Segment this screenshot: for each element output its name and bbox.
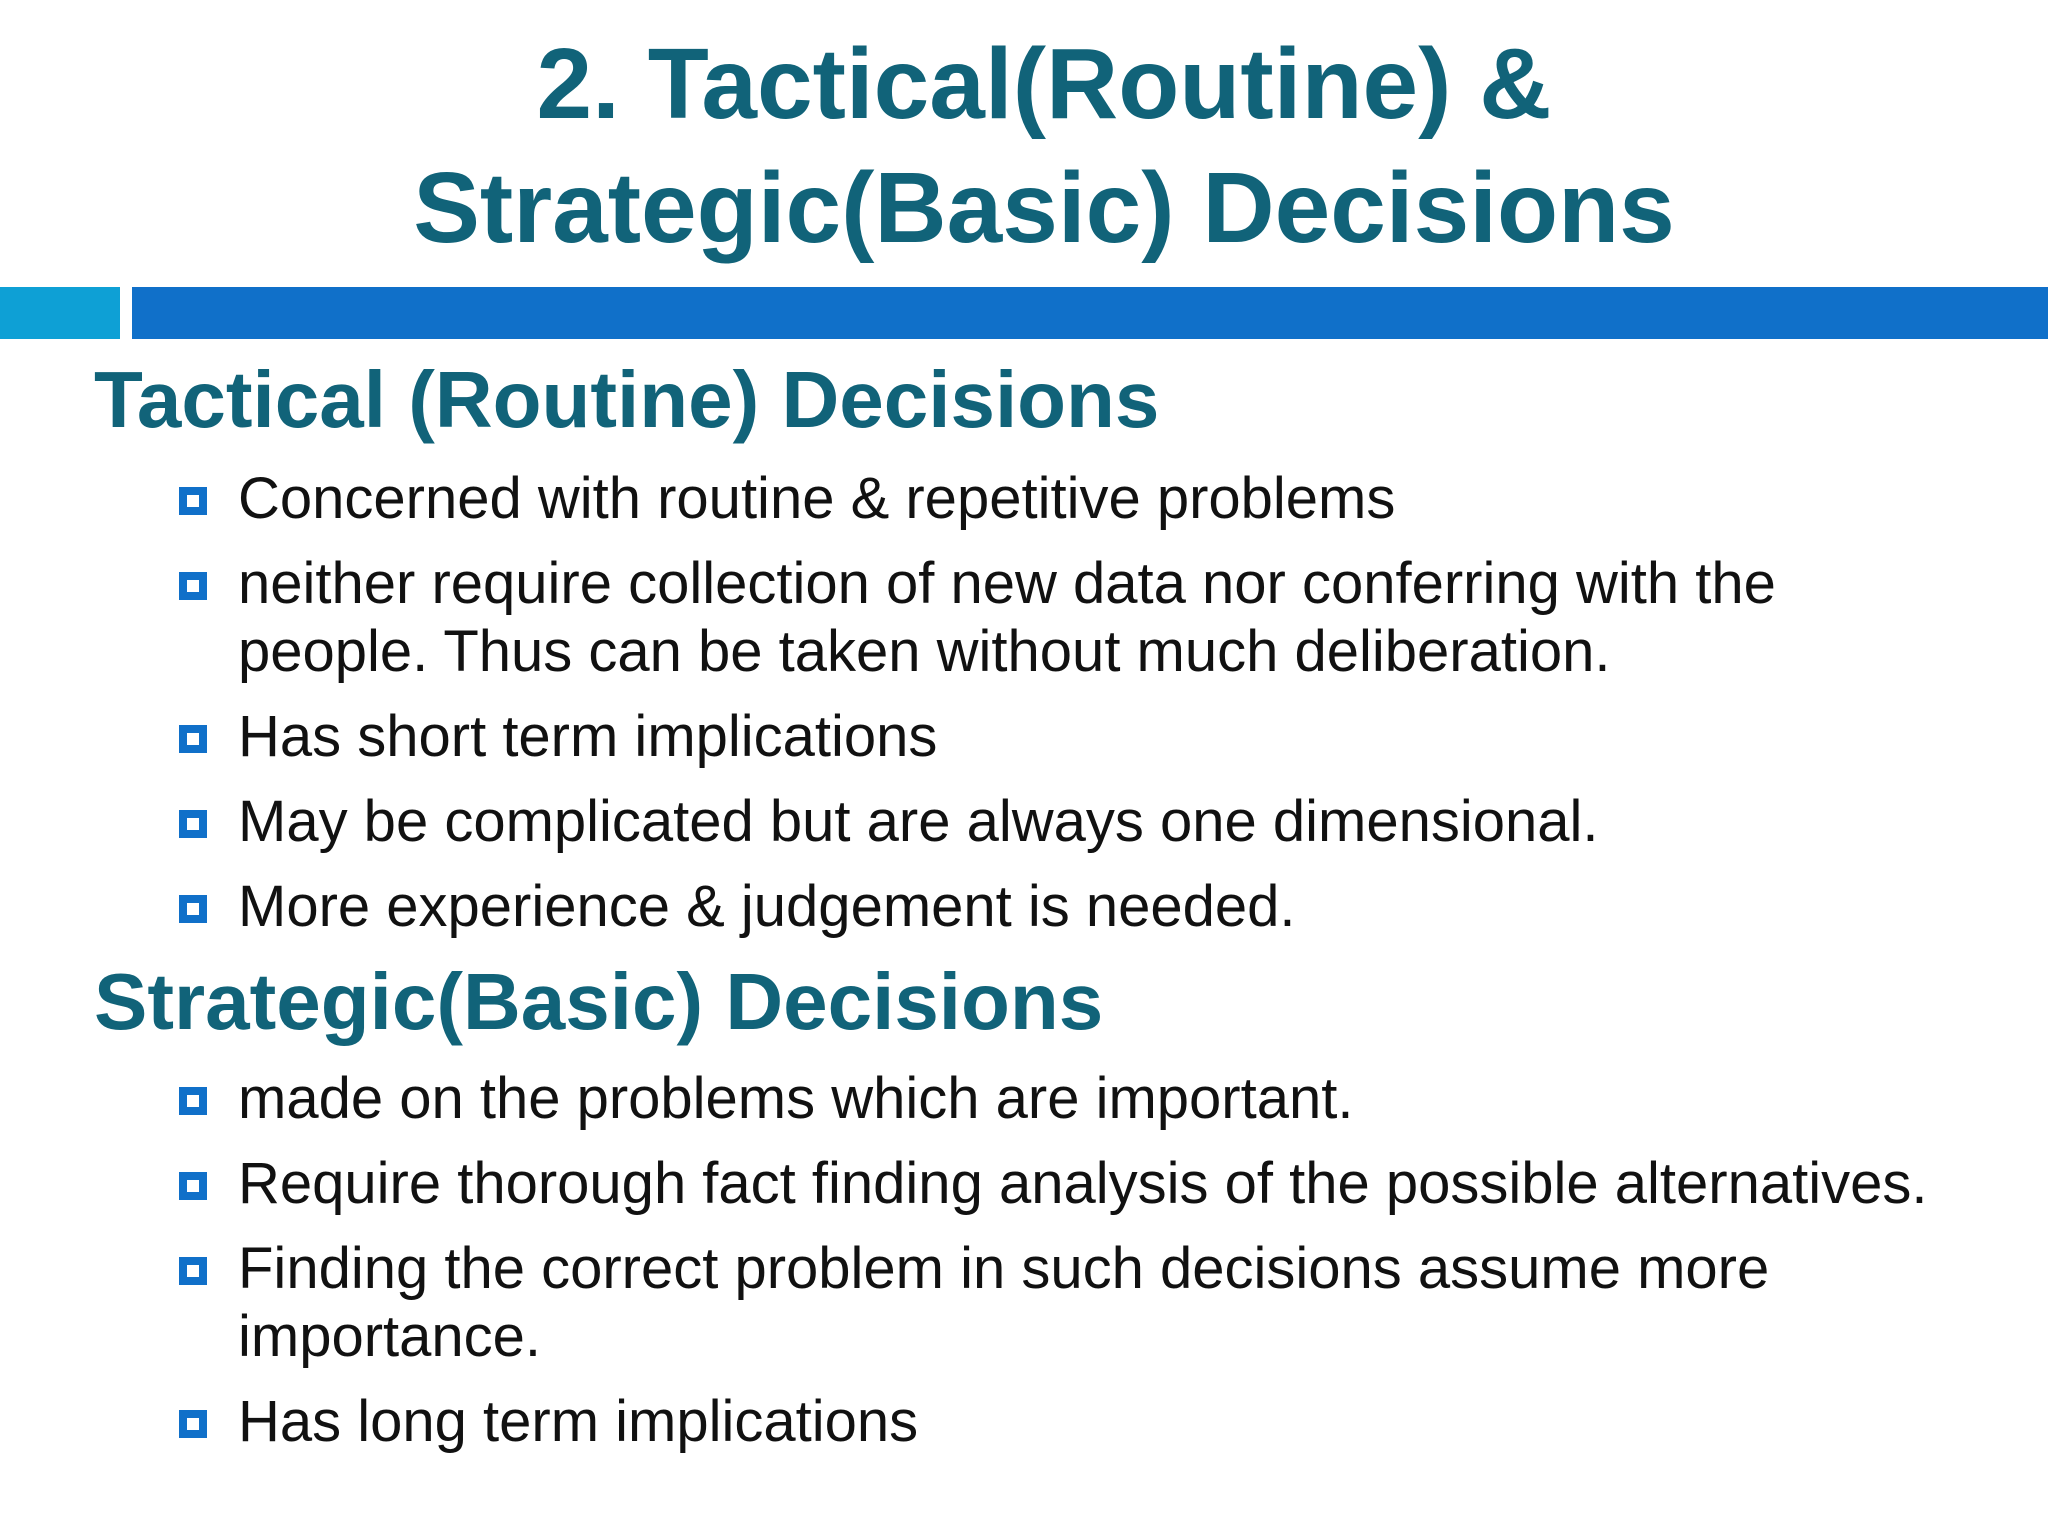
list-item-text: Has long term implications — [238, 1389, 919, 1454]
square-bullet-icon — [179, 1087, 207, 1115]
tactical-bullet-list — [0, 465, 1960, 941]
list-item — [0, 703, 1960, 771]
square-bullet-icon — [179, 1257, 207, 1285]
slide-title-line-2: Strategic(Basic) Decisions — [413, 152, 1675, 264]
list-item — [0, 550, 1960, 686]
section-heading-strategic: Strategic(Basic) Decisions — [94, 957, 1104, 1046]
slide-title-line-1: 2. Tactical(Routine) & — [536, 28, 1552, 140]
list-item — [0, 873, 1960, 941]
strategic-bullet-list — [0, 1065, 1960, 1456]
list-item — [0, 1065, 1960, 1133]
list-item-text: Require thorough fact finding analysis of the possible alternatives. — [238, 1151, 1928, 1216]
square-bullet-icon — [179, 1172, 207, 1200]
list-item-text: Has short term implications — [238, 704, 938, 769]
accent-bar-left — [0, 287, 120, 339]
slide-title — [0, 22, 2048, 270]
list-item — [0, 1235, 1960, 1371]
square-bullet-icon — [179, 572, 207, 600]
list-item-text: made on the problems which are important. — [238, 1066, 1354, 1131]
section-heading-tactical: Tactical (Routine) Decisions — [94, 355, 1160, 444]
accent-bar-right — [132, 287, 2048, 339]
square-bullet-icon — [179, 895, 207, 923]
list-item-text: Finding the correct problem in such decisions assume more importance. — [238, 1236, 1770, 1369]
square-bullet-icon — [179, 810, 207, 838]
square-bullet-icon — [179, 487, 207, 515]
list-item-text: Concerned with routine & repetitive problems — [238, 466, 1396, 531]
square-bullet-icon — [179, 725, 207, 753]
list-item-text: May be complicated but are always one dimensional. — [238, 789, 1599, 854]
list-item — [0, 1150, 1960, 1218]
list-item — [0, 788, 1960, 856]
list-item — [0, 465, 1960, 533]
list-item — [0, 1388, 1960, 1456]
list-item-text: More experience & judgement is needed. — [238, 874, 1296, 939]
square-bullet-icon — [179, 1410, 207, 1438]
list-item-text: neither require collection of new data nor conferring with the people. Thus can be taken without much deliberation. — [238, 551, 1776, 684]
